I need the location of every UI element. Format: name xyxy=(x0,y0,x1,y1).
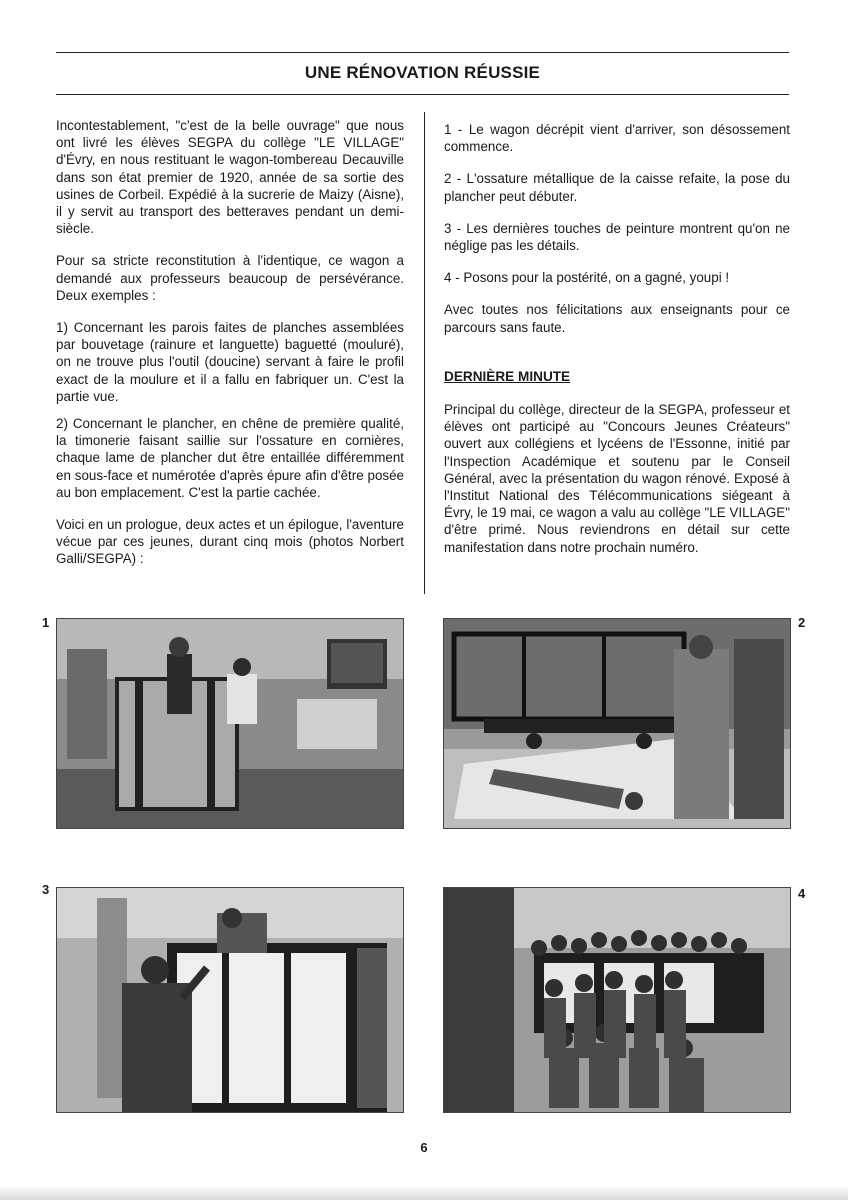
congratulations: Avec toutes nos félicitations aux enseignants pour ce parcours sans faute. xyxy=(444,302,790,335)
paragraph-prologue: Voici en un prologue, deux actes et un épilogue, l'aventure vécue par ces jeunes, durant cinq mois (photos Norbert Galli/SEGPA) : xyxy=(56,517,404,567)
caption-4: 4 - Posons pour la postérité, on a gagné, youpi ! xyxy=(444,270,730,286)
photo-number-4: 4 xyxy=(798,886,806,901)
paragraph-perseverance: Pour sa stricte reconstitution à l'identique, ce wagon a demandé aux professeurs beaucoup de persévérance. Deux exemples : xyxy=(56,253,404,303)
title-underline-rule xyxy=(56,94,789,95)
page-title: UNE RÉNOVATION RÉUSSIE xyxy=(304,63,541,82)
left-column xyxy=(56,117,404,583)
last-minute-heading: DERNIÈRE MINUTE xyxy=(444,368,571,384)
page-number: 6 xyxy=(420,1140,428,1155)
paragraph-intro: Incontestablement, "c'est de la belle ouvrage" que nous ont livré les élèves SEGPA du collège "LE VILLAGE" d'Évry, en nous restituant le wagon-tombereau Decauville dans son état premier de 1920, année de sa sortie des usines de Corbeil. Expédié à la sucrerie de Maizy (Aisne), il y servit au transport des betteraves pendant un demi-siècle. xyxy=(56,118,404,237)
caption-2: 2 - L'ossature métallique de la caisse refaite, la pose du plancher peut débuter. xyxy=(444,171,790,204)
photo-number-3: 3 xyxy=(42,882,50,897)
scan-edge xyxy=(0,1186,848,1200)
top-rule xyxy=(56,52,789,53)
photo-1-wagon-dismantling xyxy=(56,618,404,829)
photo-number-1: 1 xyxy=(42,615,50,630)
photo-number-2: 2 xyxy=(798,615,806,630)
paragraph-example-1: 1) Concernant les parois faites de planches assemblées par bouvetage (rainure et languette) baguetté (mouluré), on ne trouve plus l'outil (doucine) servant à faire le profil exact de la moulure et il a fallu en fabriquer un. C'est la partie vue. xyxy=(56,320,404,404)
caption-3: 3 - Les dernières touches de peinture montrent qu'on ne néglige pas les détails. xyxy=(444,220,790,254)
column-divider xyxy=(424,112,425,594)
right-column xyxy=(444,121,790,571)
photo-3-painting xyxy=(56,887,404,1113)
caption-1: 1 - Le wagon décrépit vient d'arriver, son désossement commence. xyxy=(444,122,790,155)
photo-2-metal-frame xyxy=(443,618,791,829)
last-minute-text: Principal du collège, directeur de la SEGPA, professeur et élèves ont participé au "Concours Jeunes Créateurs" ouvert aux collégiens et lycéens de l'Essonne, initié par l'Inspection Académique et soutenu par le Conseil Général, avec la présentation du wagon rénové. Exposé à l'Institut National des Télécommunications siégeant à Évry, le 19 mai, ce wagon a valu au collège "LE VILLAGE" d'être primé. Nous reviendrons en détail sur cette manifestation dans notre prochain numéro. xyxy=(444,402,790,555)
paragraph-example-2: 2) Concernant le plancher, en chêne de première qualité, la timonerie faisant saillie sur l'ossature en cornières, chaque lame de plancher dut être entaillée différemment en sous-face et numérotée d'après épure afin d'être posée au bon emplacement. C'est la partie cachée. xyxy=(56,416,404,500)
photo-4-group-portrait xyxy=(443,887,791,1113)
